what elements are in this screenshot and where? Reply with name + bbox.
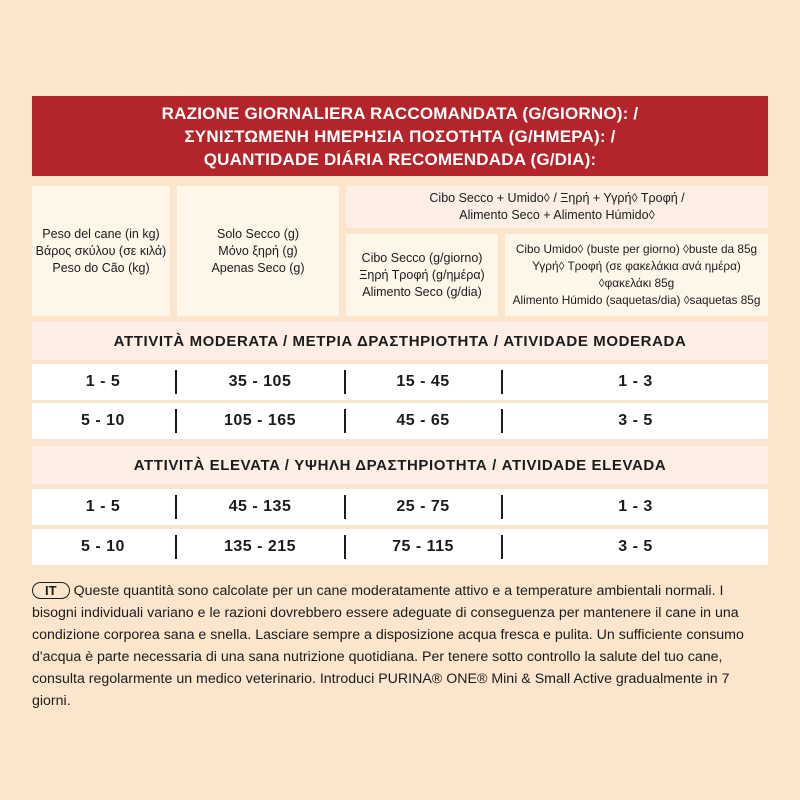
- table-row: [32, 489, 768, 525]
- header-wet-mix-line: Υγρή◊ Τροφή (σε φακελάκια ανά ημέρα) ◊φακελάκι 85g: [532, 259, 741, 290]
- language-badge: IT: [32, 582, 70, 599]
- cell-dry-in-mix: 45 - 65: [396, 412, 450, 429]
- feeding-guide-banner: [32, 96, 768, 176]
- header-dry-in-mix: [346, 234, 498, 316]
- banner-title-portuguese: QUANTIDADE DIÁRIA RECOMENDADA (G/DIA):: [203, 149, 597, 169]
- header-wet-mix-line: Alimento Húmido (saquetas/dia) ◊saquetas 85g: [512, 293, 761, 307]
- header-mixed-line: Cibo Secco + Umido◊ / Ξηρή + Υγρή◊ Τροφή /: [429, 191, 685, 205]
- banner-title-greek: ΣΥΝΙΣΤΩΜΕΝΗ ΗΜΕΡΗΣΙΑ ΠΟΣΟΤΗΤΑ (G/ΗΜΕΡΑ): /: [184, 126, 616, 146]
- feeding-note-text: Queste quantità sono calcolate per un cane moderatamente attivo e a temperature ambientali normali. I bisogni individuali variano e le razioni dovrebbero essere adeguate di conseguenza per mantenere il cane in una condizione corporea sana e snella. Lasciare sempre a disposizione acqua fresca e pulita. Un sufficiente consumo d'acqua è parte necessaria di una sana nutrizione quotidiana. Per tenere sotto controllo la salute del tuo cane, consulta regolarmente un medico veterinario. Introduci PURINA® ONE® Mini & Small Active gradualmente in 7 giorni.: [32, 583, 744, 709]
- cell-dry-in-mix: 25 - 75: [396, 498, 450, 515]
- header-dry-only-line: Apenas Seco (g): [211, 260, 305, 275]
- header-mixed-line: Alimento Seco + Alimento Húmido◊: [459, 208, 655, 222]
- section-high-activity: ATTIVITÀ ELEVATA / ΥΨΗΛΗ ΔΡΑΣΤΗΡΙΟΤΗΤΑ / ATIVIDADE ELEVADA: [32, 446, 768, 484]
- section-moderate-activity: ATTIVITÀ MODERATA / ΜΕΤΡΙΑ ΔΡΑΣΤΗΡΙΟΤΗΤΑ / ATIVIDADE MODERADA: [32, 322, 768, 360]
- header-dry-plus-wet: [346, 186, 768, 228]
- header-wet-mix-line: Cibo Umido◊ (buste per giorno) ◊buste da 85g: [515, 242, 758, 256]
- cell-dog-weight: 5 - 10: [81, 412, 125, 429]
- header-dry-mix-line: Ξηρή Τροφή (g/ημέρα): [359, 267, 485, 282]
- header-weight-line: Peso do Cão (kg): [52, 260, 150, 275]
- cell-dry-only: 105 - 165: [223, 412, 297, 429]
- header-dry-only-line: Μόνο ξηρή (g): [218, 243, 298, 258]
- cell-wet-in-mix: 3 - 5: [618, 412, 653, 429]
- cell-wet-in-mix: 1 - 3: [618, 373, 653, 390]
- cell-dry-only: 135 - 215: [223, 538, 297, 555]
- table-row: [32, 403, 768, 439]
- cell-dry-only: 35 - 105: [228, 373, 292, 390]
- header-dry-mix-line: Alimento Seco (g/dia): [362, 284, 482, 299]
- cell-dry-only: 45 - 135: [228, 498, 292, 515]
- cell-wet-in-mix: 1 - 3: [618, 498, 653, 515]
- banner-title-italian: RAZIONE GIORNALIERA RACCOMANDATA (G/GIORNO): /: [161, 103, 639, 123]
- table-row: [32, 529, 768, 565]
- table-row: [32, 364, 768, 400]
- cell-dog-weight: 5 - 10: [81, 538, 125, 555]
- header-dry-only-line: Solo Secco (g): [217, 226, 299, 241]
- cell-dry-in-mix: 15 - 45: [396, 373, 450, 390]
- header-wet-in-mix: [505, 234, 768, 316]
- feeding-note: [32, 580, 772, 712]
- cell-dry-in-mix: 75 - 115: [392, 538, 454, 555]
- cell-wet-in-mix: 3 - 5: [618, 538, 653, 555]
- header-dog-weight: [32, 186, 170, 316]
- header-dry-only: [177, 186, 339, 316]
- header-weight-line: Peso del cane (in kg): [42, 226, 160, 241]
- header-dry-mix-line: Cibo Secco (g/giorno): [361, 250, 483, 265]
- header-weight-line: Βάρος σκύλου (σε κιλά): [35, 243, 167, 258]
- cell-dog-weight: 1 - 5: [85, 373, 121, 390]
- cell-dog-weight: 1 - 5: [85, 498, 121, 515]
